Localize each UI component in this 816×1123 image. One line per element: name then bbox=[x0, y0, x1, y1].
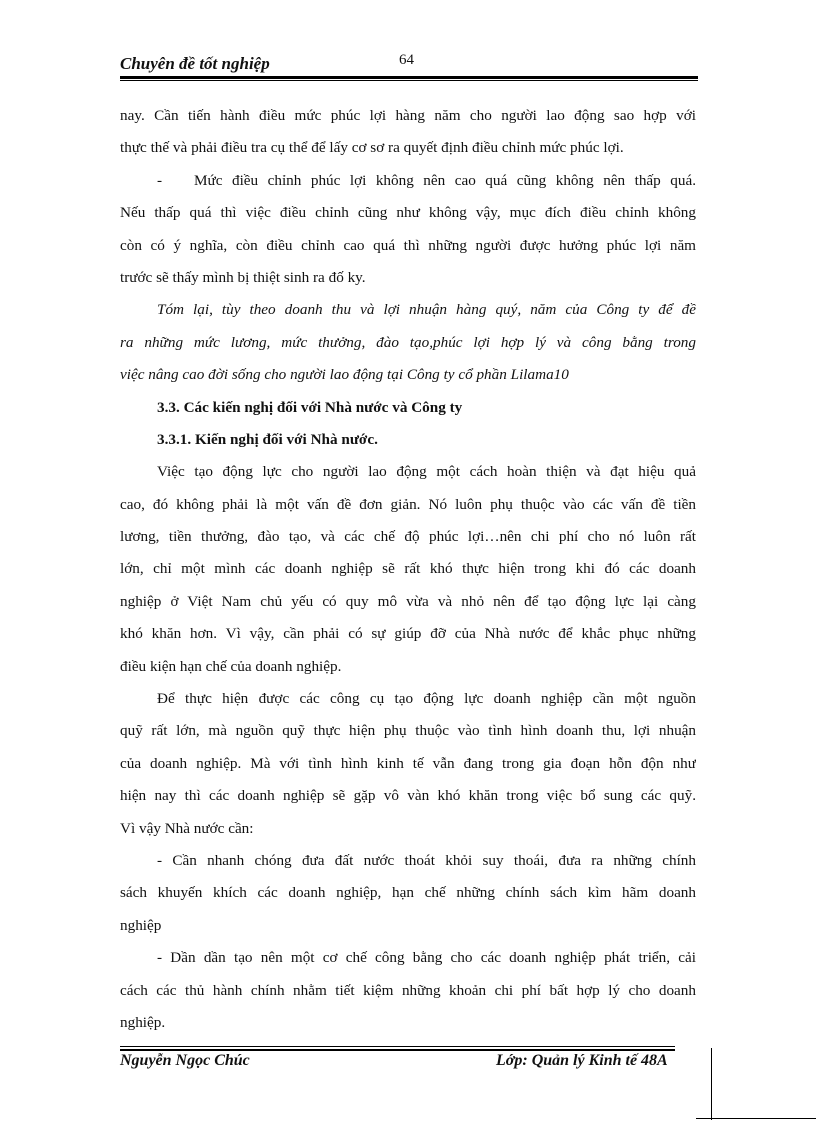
header-rule-thin bbox=[120, 80, 698, 81]
text-line-italic: ra những mức lương, mức thưởng, đào tạo,phúc lợi hợp lý và công bằng trong bbox=[120, 333, 696, 351]
text-line: trước sẽ thấy mình bị thiệt sinh ra đố ky. bbox=[120, 268, 366, 286]
text-line: cao, đó không phải là một vấn đề đơn giản. Nó luôn phụ thuộc vào các vấn đề tiền bbox=[120, 495, 696, 513]
text-line: nghiệp. bbox=[120, 1013, 166, 1031]
text-line: Nếu thấp quá thì việc điều chỉnh cũng như không vậy, mục đích điều chỉnh không bbox=[120, 204, 696, 222]
text-line: hiện nay thì các doanh nghiệp sẽ gặp vô vàn khó khăn trong việc bổ sung các quỹ. bbox=[120, 787, 696, 805]
subsection-heading: 3.3.1. Kiến nghị đối với Nhà nước. bbox=[157, 430, 378, 448]
text-line: thực thế và phải điều tra cụ thể để lấy cơ sơ ra quyết định điều chỉnh mức phúc lợi. bbox=[120, 139, 624, 157]
header-title: Chuyên đề tốt nghiệp bbox=[120, 54, 270, 73]
text-line: quỹ rất lớn, mà nguồn quỹ thực hiện phụ thuộc vào tình hình doanh thu, lợi nhuận bbox=[120, 722, 696, 740]
text-line: - Cần nhanh chóng đưa đất nước thoát khỏi suy thoái, đưa ra những chính bbox=[157, 851, 696, 869]
list-dash: - bbox=[157, 171, 163, 189]
text-line: nghiệp bbox=[120, 916, 162, 934]
text-line: nghiệp ở Việt Nam chủ yếu có quy mô vừa và nhỏ nên để tạo động lực lại càng bbox=[120, 592, 696, 610]
footer-rule-thin bbox=[120, 1046, 675, 1047]
footer-author: Nguyễn Ngọc Chúc bbox=[120, 1052, 250, 1069]
text-line: điều kiện hạn chế của doanh nghiệp. bbox=[120, 657, 342, 675]
section-heading: 3.3. Các kiến nghị đối với Nhà nước và Công ty bbox=[157, 398, 463, 416]
text-line: Vì vậy Nhà nước cần: bbox=[120, 819, 254, 837]
page-border-vertical bbox=[711, 1048, 712, 1120]
text-line: nay. Cần tiến hành điều mức phúc lợi hàng năm cho người lao động sao hợp với bbox=[120, 107, 696, 124]
footer-rule bbox=[120, 1049, 675, 1051]
text-line-italic: Tóm lại, tùy theo doanh thu và lợi nhuận hàng quý, năm của Công ty để đề bbox=[157, 301, 696, 319]
text-line: của doanh nghiệp. Mà với tình hình kinh tế vẫn đang trong gia đoạn hỗn độn như bbox=[120, 754, 696, 772]
document-body bbox=[120, 100, 696, 1039]
header-rule bbox=[120, 76, 698, 79]
page-border-horizontal bbox=[696, 1118, 816, 1119]
text-line: khó khăn hơn. Vì vậy, cần phải có sự giúp đỡ của Nhà nước để khắc phục những bbox=[120, 625, 696, 643]
text-line: cách các thủ hành chính nhằm tiết kiệm những khoản chi phí bất hợp lý cho doanh bbox=[120, 981, 696, 999]
page-header bbox=[120, 50, 698, 76]
text-line: lớn, chỉ một mình các doanh nghiệp sẽ rất khó thực hiện trong khi đó các doanh bbox=[120, 560, 696, 578]
text-line: - Dần dần tạo nên một cơ chế công bằng cho các doanh nghiệp phát triển, cải bbox=[157, 949, 696, 967]
text-line-italic: việc nâng cao đời sống cho người lao động tại Công ty cổ phần Lilama10 bbox=[120, 366, 569, 384]
text-line: Mức điều chỉnh phúc lợi không nên cao quá cũng không nên thấp quá. bbox=[194, 171, 696, 189]
text-line: còn có ý nghĩa, còn điều chỉnh cao quá thì những người được hưởng phúc lợi năm bbox=[120, 236, 696, 254]
text-line: Việc tạo động lực cho người lao động một cách hoàn thiện và đạt hiệu quả bbox=[157, 463, 696, 481]
page-number: 64 bbox=[399, 52, 414, 68]
footer-class: Lớp: Quản lý Kinh tế 48A bbox=[496, 1052, 668, 1069]
text-line: Để thực hiện được các công cụ tạo động lực doanh nghiệp cần một nguồn bbox=[157, 690, 696, 708]
list-item-line bbox=[120, 165, 696, 197]
text-line: sách khuyến khích các doanh nghiệp, hạn chế những chính sách kìm hãm doanh bbox=[120, 884, 696, 902]
text-line: lương, tiền thưởng, đào tạo, và các chế độ phúc lợi…nên chi phí cho nó luôn rất bbox=[120, 528, 696, 546]
